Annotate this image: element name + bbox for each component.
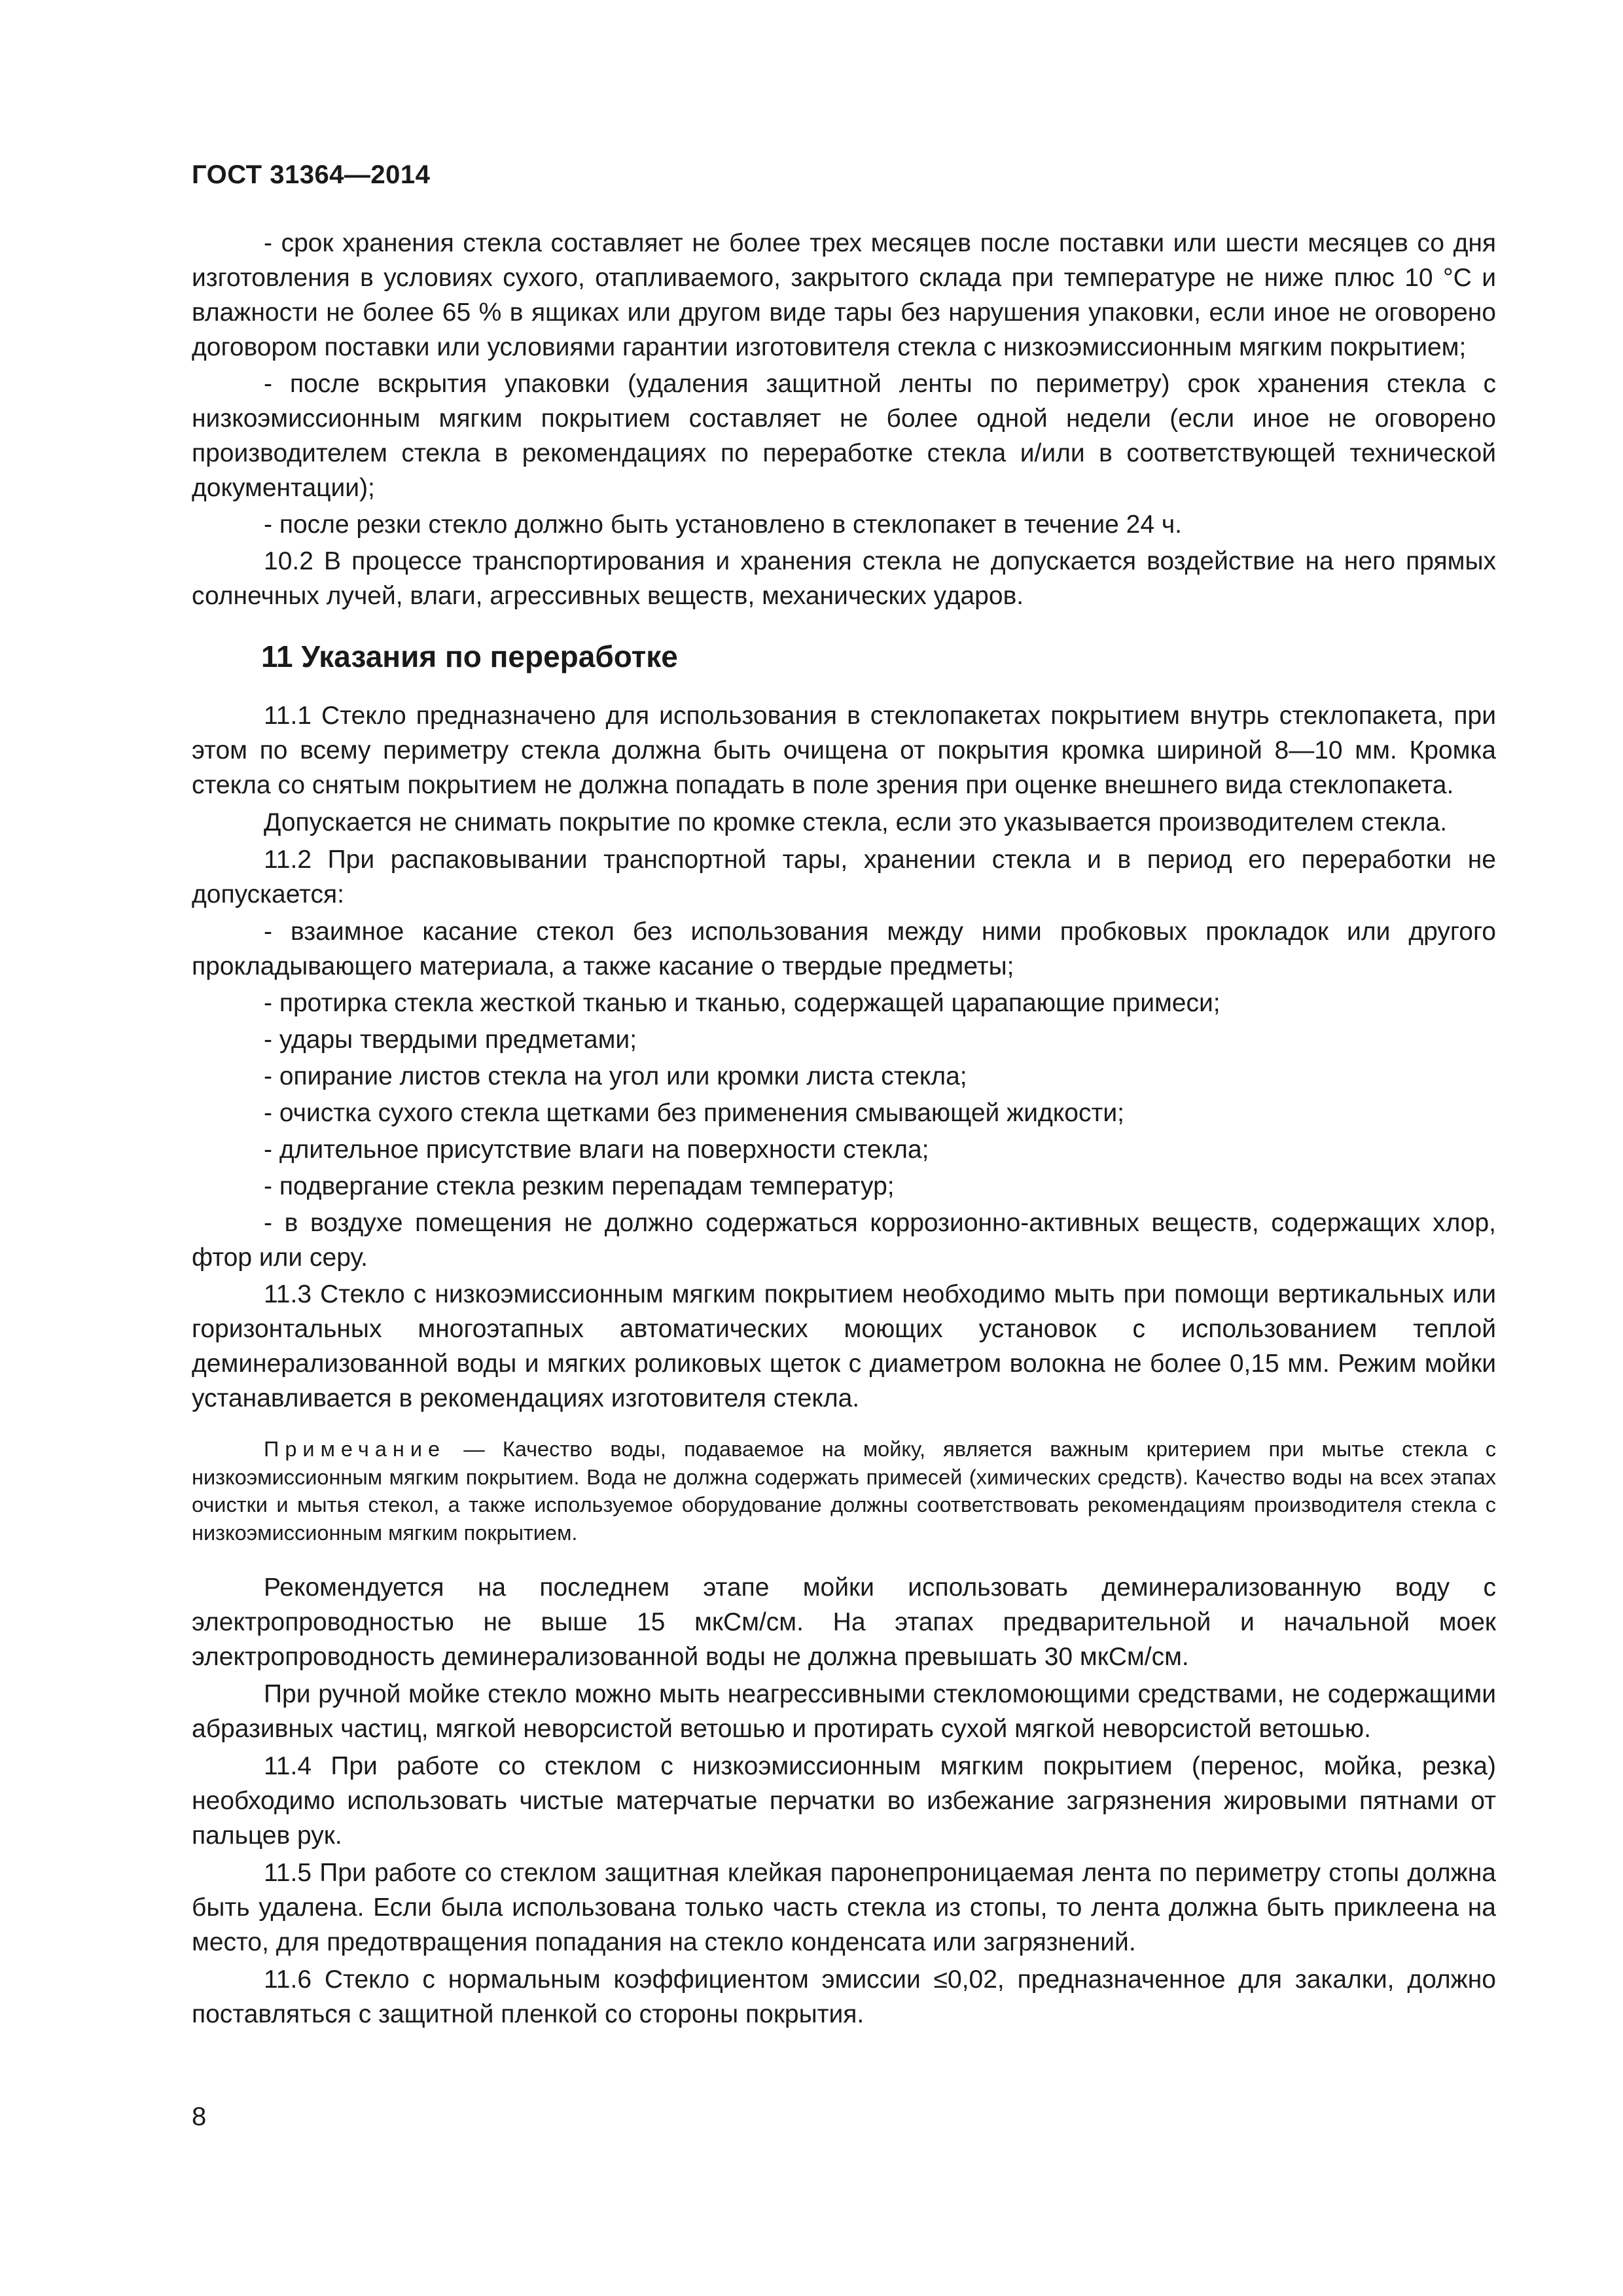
list-item: - очистка сухого стекла щетками без применения смывающей жидкости;	[264, 1099, 1124, 1127]
paragraph: 11.4 При работе со стеклом с низкоэмиссионным мягким покрытием (перенос, мойка, резка) необходимо использовать чистые матерчатые перчатки во избежание загрязнения жировыми пятнами от пальцев рук.	[192, 1752, 1496, 1850]
paragraph: - срок хранения стекла составляет не более трех месяцев после поставки или шести месяцев со дня изготовления в условиях сухого, отапливаемого, закрытого склада при температуре не ниже плюс 10 °С и влажности не более 65 % в ящиках или другом виде тары без нарушения упаковки, если иное не оговорено договором поставки или условиями гарантии изготовителя стекла с низкоэмиссионным мягким покрытием;	[192, 229, 1496, 361]
paragraph: 11.3 Стекло с низкоэмиссионным мягким покрытием необходимо мыть при помощи вертикальных или горизонтальных многоэтапных автоматических моющих установок с использованием теплой деминерализованной воды и мягких роликовых щеток с диаметром волокна не более 0,15 мм. Режим мойки устанавливается в рекомендациях изготовителя стекла.	[192, 1280, 1496, 1412]
paragraph: Рекомендуется на последнем этапе мойки использовать деминерализованную воду с электропроводностью не выше 15 мкСм/см. На этапах предварительной и начальной моек электропроводность деминерализованной воды не должна превышать 30 мкСм/см.	[192, 1573, 1496, 1671]
note-label: Примечание	[264, 1437, 446, 1461]
paragraph: - после резки стекло должно быть установлено в стеклопакет в течение 24 ч.	[264, 511, 1183, 539]
section-title: 11 Указания по переработке	[261, 639, 678, 673]
paragraph: - после вскрытия упаковки (удаления защитной ленты по периметру) срок хранения стекла с низкоэмиссионным мягким покрытием составляет не более одной недели (если иное не оговорено производителем стекла в рекомендациях по переработке стекла и/или в соответствующей технической документации);	[192, 370, 1496, 502]
document-header: ГОСТ 31364—2014	[192, 160, 431, 189]
note-text: — Качество воды, подаваемое на мойку, является важным критерием при мытье стекла с низкоэмиссионным мягким покрытием. Вода не должна содержать примесей (химических средств). Качество воды на всех этапах очистки и мытья стекол, а также используемое оборудование должны соответствовать рекомендациям производителя стекла с низкоэмиссионным мягким покрытием.	[192, 1437, 1496, 1545]
paragraph: При ручной мойке стекло можно мыть неагрессивными стекломоющими средствами, не содержащими абразивных частиц, мягкой неворсистой ветошью и протирать сухой мягкой неворсистой ветошью.	[192, 1680, 1496, 1743]
list-item: - взаимное касание стекол без использования между ними пробковых прокладок или другого прокладывающего материала, а также касание о твердые предметы;	[192, 918, 1496, 980]
paragraph: Допускается не снимать покрытие по кромке стекла, если это указывается производителем стекла.	[264, 808, 1448, 836]
list-item: - удары твердыми предметами;	[264, 1026, 637, 1054]
paragraph: 10.2 В процессе транспортирования и хранения стекла не допускается воздействие на него прямых солнечных лучей, влаги, агрессивных веществ, механических ударов.	[192, 547, 1496, 610]
document-body	[192, 226, 1496, 2034]
list-item: - опирание листов стекла на угол или кромки листа стекла;	[264, 1062, 967, 1090]
list-item: - подвергание стекла резким перепадам температур;	[264, 1172, 895, 1200]
list-item: - длительное присутствие влаги на поверхности стекла;	[264, 1136, 929, 1164]
list-item: - протирка стекла жесткой тканью и тканью, содержащей царапающие примеси;	[264, 989, 1221, 1017]
paragraph: 11.2 При распаковывании транспортной тары, хранении стекла и в период его переработки не допускается:	[192, 846, 1496, 908]
paragraph: 11.5 При работе со стеклом защитная клейкая паронепроницаемая лента по периметру стопы должна быть удалена. Если была использована только часть стекла из стопы, то лента должна быть приклеена на место, для предотвращения попадания на стекло конденсата или загрязнений.	[192, 1859, 1496, 1956]
note	[192, 1435, 1496, 1547]
paragraph: 11.1 Стекло предназначено для использования в стеклопакетах покрытием внутрь стеклопакета, при этом по всему периметру стекла должна быть очищена от покрытия кромка шириной 8—10 мм. Кромка стекла со снятым покрытием не должна попадать в поле зрения при оценке внешнего вида стеклопакета.	[192, 702, 1496, 799]
page-number: 8	[192, 2102, 207, 2131]
list-item: - в воздухе помещения не должно содержаться коррозионно-активных веществ, содержащих хлор, фтор или серу.	[192, 1209, 1496, 1272]
paragraph: 11.6 Стекло с нормальным коэффициентом эмиссии ≤0,02, предназначенное для закалки, должно поставляться с защитной пленкой со стороны покрытия.	[192, 1965, 1496, 2028]
